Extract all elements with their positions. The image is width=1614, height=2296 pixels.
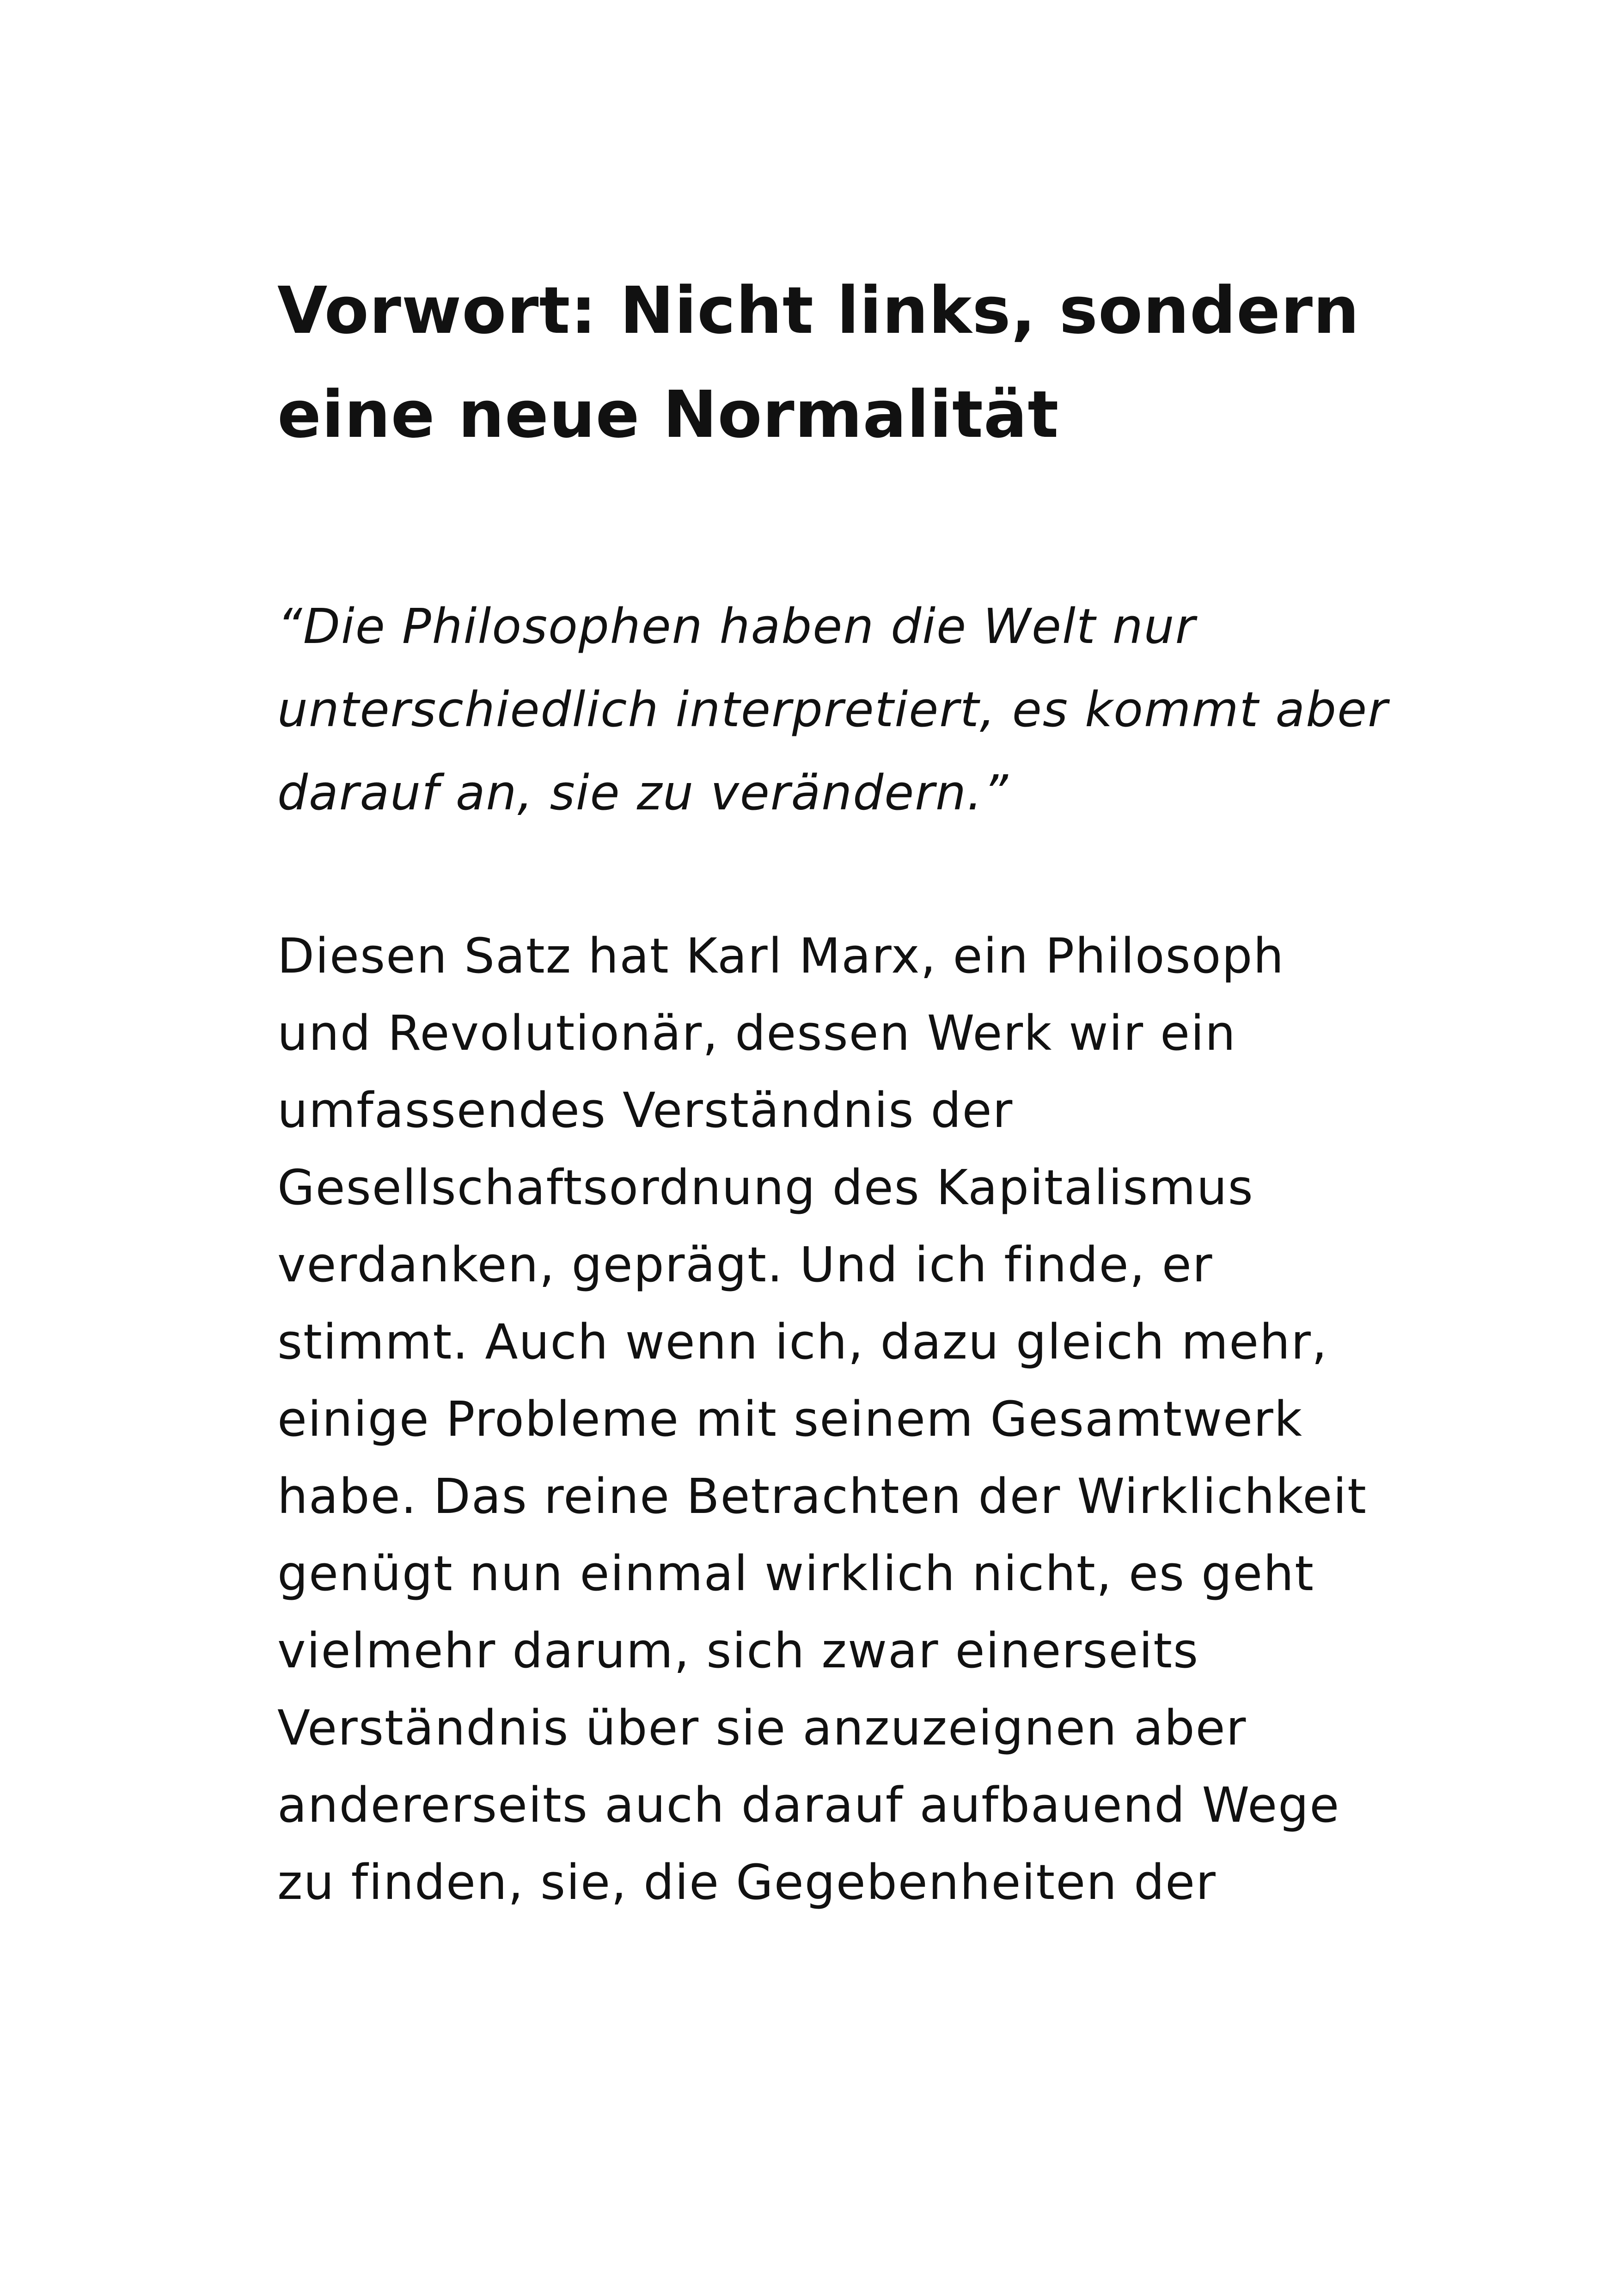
paragraph-line: umfassendes Verständnis der (277, 1082, 1014, 1139)
paragraph-line: Diesen Satz hat Karl Marx, ein Philosoph (277, 928, 1285, 984)
paragraph-line: und Revolutionär, dessen Werk wir ein (277, 1005, 1236, 1061)
quote-line: “Die Philosophen haben die Welt nur (277, 598, 1196, 655)
paragraph-line: stimmt. Auch wenn ich, dazu gleich mehr, (277, 1314, 1328, 1370)
paragraph-line: andererseits auch darauf aufbauend Wege (277, 1777, 1340, 1833)
body-paragraph (277, 918, 1368, 1921)
paragraph-line: Verständnis über sie anzuzeignen aber (277, 1700, 1247, 1756)
paragraph-line: genügt nun einmal wirklich nicht, es geht (277, 1545, 1314, 1602)
page-content (277, 259, 1388, 1921)
paragraph-line: habe. Das reine Betrachten der Wirklichkeit (277, 1468, 1367, 1525)
paragraph-line: Gesellschaftsordnung des Kapitalismus (277, 1159, 1254, 1216)
paragraph-line: vielmehr darum, sich zwar einerseits (277, 1623, 1199, 1679)
epigraph-quote (277, 585, 1388, 834)
quote-line: darauf an, sie zu verändern.” (277, 765, 1009, 821)
paragraph-line: einige Probleme mit seinem Gesamtwerk (277, 1391, 1303, 1447)
chapter-heading (277, 259, 1368, 467)
heading-line: eine neue Normalität (277, 377, 1059, 453)
heading-line: Vorwort: Nicht links, sondern (277, 273, 1360, 349)
quote-line: unterschiedlich interpretiert, es kommt aber (277, 681, 1388, 738)
paragraph-line: verdanken, geprägt. Und ich finde, er (277, 1237, 1213, 1293)
paragraph-line: zu finden, sie, die Gegebenheiten der (277, 1854, 1217, 1910)
